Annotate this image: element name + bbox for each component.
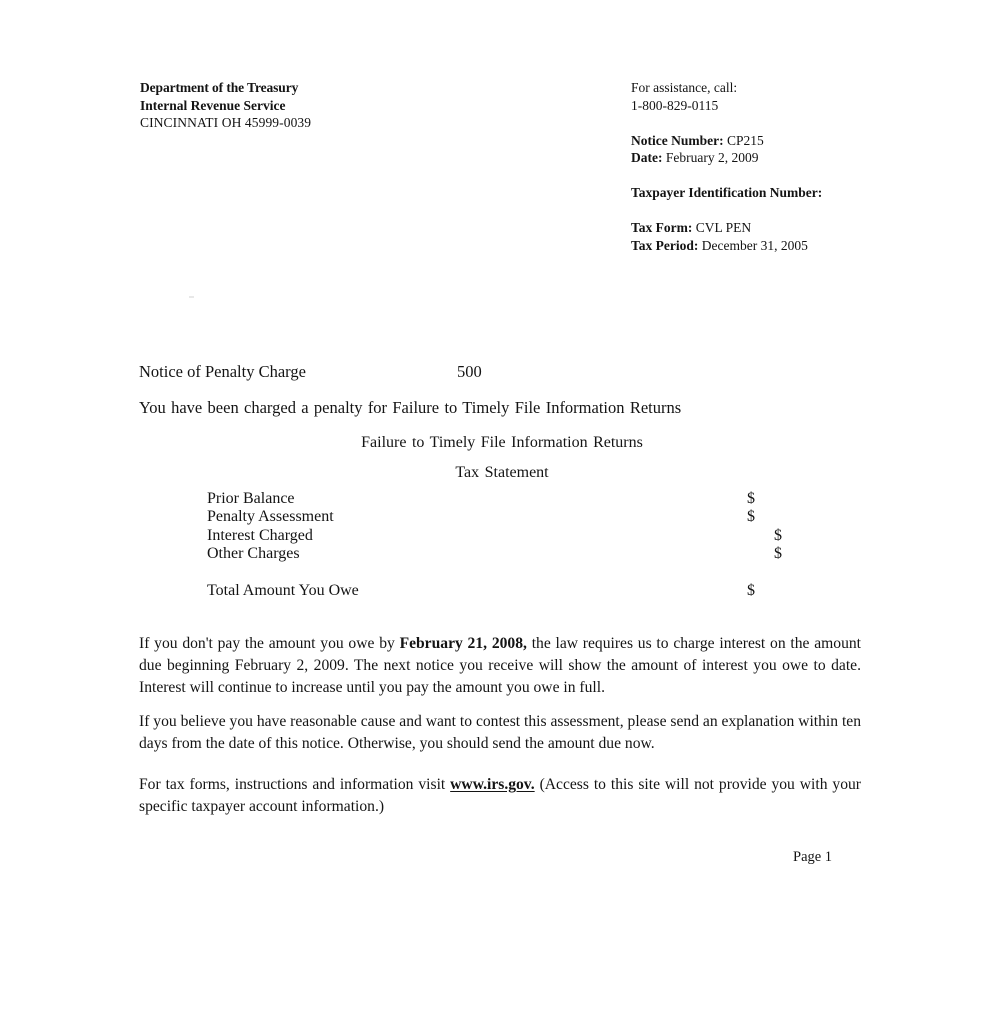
notice-date-value: February 2, 2009 bbox=[665, 150, 759, 166]
notice-number-line bbox=[631, 132, 822, 150]
assistance-label: For assistance, call: bbox=[631, 80, 738, 95]
tax-form-block bbox=[631, 219, 822, 255]
due-date-emphasis: February 21, 2008, bbox=[399, 635, 527, 652]
total-amount-label: Total Amount You Owe bbox=[207, 581, 359, 599]
tax-form-value: CVL PEN bbox=[695, 220, 752, 236]
currency-symbol: $ bbox=[747, 508, 755, 526]
paragraph-text-part: If you don't pay the amount you owe by bbox=[139, 635, 400, 652]
notice-title-row bbox=[139, 362, 899, 382]
taxpayer-id-label: Taxpayer Identification Number: bbox=[631, 185, 823, 201]
currency-symbol: $ bbox=[747, 490, 755, 507]
tax-period-line bbox=[631, 237, 822, 255]
payment-deadline-paragraph bbox=[139, 633, 861, 699]
taxpayer-id-block bbox=[631, 184, 822, 202]
table-row bbox=[207, 527, 827, 545]
irs-website-link[interactable]: www.irs.gov. bbox=[450, 776, 535, 793]
assistance-block bbox=[631, 79, 822, 115]
office-address-line: CINCINNATI OH 45999-0039 bbox=[140, 115, 312, 131]
penalty-amount-value: 500 bbox=[457, 362, 482, 381]
tax-period-label: Tax Period: bbox=[631, 237, 699, 253]
notice-meta-block bbox=[631, 132, 822, 168]
penalty-reason-line: You have been charged a penalty for Failure to Timely File Information Returns bbox=[139, 398, 682, 417]
table-row bbox=[207, 508, 827, 526]
statement-row-label: Penalty Assessment bbox=[207, 508, 334, 526]
tax-period-value: December 31, 2005 bbox=[701, 237, 808, 253]
notice-date-label: Date: bbox=[631, 150, 663, 166]
agency-address-block bbox=[140, 79, 311, 132]
statement-row-label: Prior Balance bbox=[207, 490, 295, 507]
paragraph-text-part: (Access to this site will not provide you with your specific taxpayer account information.) bbox=[139, 776, 861, 816]
currency-symbol: $ bbox=[774, 526, 782, 544]
contest-assessment-paragraph: If you believe you have reasonable cause and want to contest this assessment, please send an explanation within ten days from the date of this notice. Otherwise, you should send the amount due now. bbox=[139, 713, 861, 753]
paragraph-text-part: For tax forms, instructions and information visit bbox=[139, 776, 451, 793]
statement-row-label: Other Charges bbox=[207, 545, 300, 563]
notice-number-label: Notice Number: bbox=[631, 132, 724, 148]
paragraph-text-part: the law requires us to charge interest on the amount due beginning February 2, 2009. The next notice you receive will show the amount of interest you owe to date. Interest will continue to increase until you pay the amount you owe in full. bbox=[139, 635, 862, 697]
table-row bbox=[207, 545, 827, 563]
notice-date-line bbox=[631, 149, 822, 167]
assistance-phone: 1-800-829-0115 bbox=[631, 97, 719, 113]
tax-statement-table bbox=[207, 490, 827, 601]
tax-form-line bbox=[631, 219, 822, 237]
scan-artifact bbox=[189, 296, 194, 298]
statement-row-label: Interest Charged bbox=[207, 526, 313, 544]
table-row bbox=[207, 490, 827, 508]
tax-statement-heading: Tax Statement bbox=[455, 464, 549, 481]
total-amount-row bbox=[207, 581, 827, 601]
tax-forms-paragraph bbox=[139, 774, 861, 818]
taxpayer-id-line bbox=[631, 184, 822, 202]
department-line: Department of the Treasury bbox=[140, 80, 299, 95]
page-title: Notice of Penalty Charge bbox=[139, 362, 306, 381]
notice-info-block bbox=[631, 79, 822, 255]
currency-symbol: $ bbox=[747, 581, 755, 599]
page-number: Page 1 bbox=[793, 849, 833, 865]
section-heading: Failure to Timely File Information Returns bbox=[361, 434, 643, 451]
notice-number-value: CP215 bbox=[726, 132, 764, 148]
service-line: Internal Revenue Service bbox=[140, 97, 286, 113]
currency-symbol: $ bbox=[774, 545, 782, 563]
tax-form-label: Tax Form: bbox=[631, 220, 693, 236]
